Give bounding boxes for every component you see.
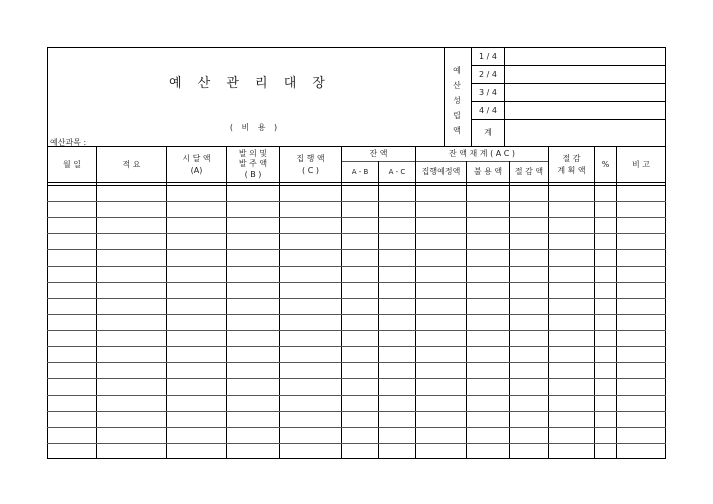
col-header-allotment-line1: 시 달 액 [182, 153, 211, 163]
col-line-8 [466, 161, 467, 459]
table-row-line [47, 346, 666, 347]
col-header-saving-plan-line2: 계 획 액 [557, 165, 586, 175]
col-header-planned-exec: 집행예정액 [421, 167, 461, 177]
col-line-1 [96, 146, 97, 459]
col-line-6 [378, 161, 379, 459]
table-row-line [47, 362, 666, 363]
col-header-summary: 적 요 [122, 159, 141, 169]
table-row-line [47, 282, 666, 283]
col-line-2 [166, 146, 167, 459]
quarter-label-3: 3 / 4 [479, 87, 497, 97]
table-row-line [47, 298, 666, 299]
col-header-date: 월 일 [63, 159, 81, 169]
col-header-percent: % [601, 159, 610, 169]
budget-vertical-label: 예 산 성 립 액 [453, 66, 461, 135]
col-header-execution-line1: 집 행 액 [296, 153, 325, 163]
subtitle: ( 비 용 ) [229, 123, 281, 132]
col-header-order-line2: 발 주 액 [238, 159, 268, 169]
quarter-label-1: 1 / 4 [479, 51, 497, 61]
table-row-line [47, 427, 666, 428]
col-line-10 [548, 146, 549, 459]
col-line-4 [279, 146, 280, 459]
col-line-9 [509, 161, 510, 459]
col-line-11 [594, 146, 595, 459]
quarter-label-2: 2 / 4 [479, 69, 497, 79]
table-row-line [47, 266, 666, 267]
header-bottom-border-1 [47, 182, 666, 183]
col-header-order-line3: ( B ) [244, 169, 262, 179]
col-header-allotment-line2: (A) [190, 165, 203, 175]
col-header-allotment [167, 147, 226, 182]
table-row-line [47, 330, 666, 331]
col-header-recompute: 잔 액 재 계 ( A C ) [448, 149, 515, 159]
table-row-line [47, 201, 666, 202]
page-title: 예 산 관 리 대 장 [168, 76, 331, 91]
table-row-line [47, 411, 666, 412]
col-line-12 [616, 146, 617, 459]
col-header-order [227, 147, 279, 182]
quarter-label-4: 4 / 4 [479, 105, 497, 115]
quarter-total-label: 계 [484, 128, 492, 138]
ledger-frame [47, 47, 666, 459]
col-line-7 [415, 146, 416, 459]
col-header-balance-ab: A - B [351, 167, 369, 176]
table-row-line [47, 249, 666, 250]
col-header-remarks: 비 고 [632, 159, 650, 169]
col-header-saving-plan-line1: 절 감 [562, 153, 581, 163]
col-line-5 [341, 146, 342, 459]
table-row-line [47, 443, 666, 444]
col-header-balance: 잔 액 [369, 149, 388, 159]
table-row-line [47, 217, 666, 218]
col-header-order-line1: 발 의 및 [238, 148, 268, 158]
table-row-line [47, 395, 666, 396]
budget-box-value-divider [504, 47, 505, 146]
col-header-execution [280, 147, 341, 182]
col-header-unused: 불 용 액 [473, 167, 503, 177]
col-header-balance-ac: A - C [388, 167, 406, 176]
budget-account-label: 예산과목 : [50, 138, 87, 147]
table-row-line [47, 378, 666, 379]
header-bottom-border-2 [47, 185, 666, 186]
col-header-saving: 절 감 액 [514, 167, 544, 177]
col-line-3 [226, 146, 227, 459]
table-row-line [47, 233, 666, 234]
budget-box-left-border [444, 47, 445, 146]
col-header-execution-line2: ( C ) [302, 165, 319, 175]
table-row-line [47, 314, 666, 315]
col-header-saving-plan [549, 147, 594, 182]
